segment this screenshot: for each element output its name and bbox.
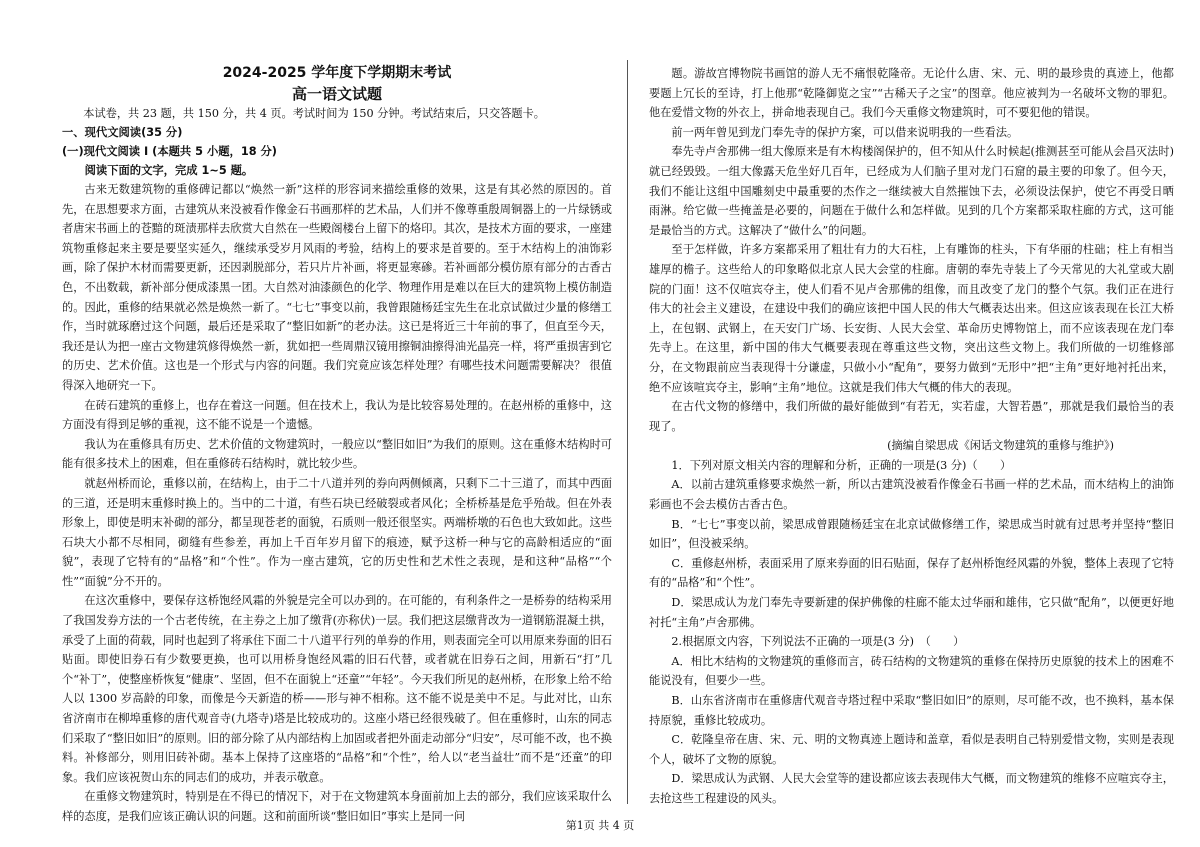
question-option: A．相比木结构的文物建筑的重修而言，砖石结构的文物建筑的重修在保持历史原貌的技术上的困难不能说没有，但要少一些。 (649, 654, 1174, 688)
article-paragraph: 题。游故宫博物院书画馆的游人无不痛恨乾隆帝。无论什么唐、宋、元、明的最珍贵的真迹上，他都要题上冗长的至诗，打上他那“乾隆御览之宝”“古稀天子之宝”的图章。他应被判为一名破坏文物的罪犯。他在爱惜文物的外衣上，拼命地表现自己。我们今天重修文物建筑时，可不要犯他的错误。 (649, 67, 1174, 120)
article-paragraph: 在古代文物的修缮中，我们所做的最好能做到“有若无，实若虚，大智若愚”，那就是我们最恰当的表现了。 (649, 400, 1174, 433)
article-source: (摘编自梁思成《闲话文物建筑的重修与维护》) (887, 439, 1114, 453)
question-option: C．重修赵州桥，表面采用了原来券面的旧石贴面，保存了赵州桥饱经风霜的外貌，整体上表现了它特有的“品格”和“个性”。 (649, 556, 1174, 590)
article-paragraph: 就赵州桥而论，重修以前，在结构上，由于二十八道并列的券向两侧倾离，只剩下二十三道了，而其中西面的三道，还是明末重修时换上的。当中的二十道，有些石块已经破裂或者风化；全桥桥基是危乎殆哉。但在外表形象上，即使是明末补砌的部分，都呈现苍老的面貌，石质则一般还很坚实。两端桥墩的石色也大致如此。这些石块大小都不尽相同，砌缝有些参差，再加上千百年岁月留下的痕迹，赋予这桥一种与它的高龄相适应的“面貌”，表现了它特有的“品格”和“个性”。作为一座古建筑，它的历史性和艺术性之表现，是和这种“品格”“个性”“面貌”分不开的。 (62, 476, 612, 588)
article-paragraph: 在重修文物建筑时，特别是在不得已的情况下，对于在文物建筑本身面前加上去的部分，我们应该采取什么样的态度，是我们应该正确认识的问题。这和前面所谈“整旧如旧”事实上是同一问 (62, 790, 612, 823)
article-paragraph: 在砖石建筑的重修上，也存在着这一问题。但在技术上，我认为是比较容易处理的。在赵州桥的重修中，这方面没有得到足够的重视，这不能不说是一个遗憾。 (62, 398, 612, 432)
question-stem: 2.根据原文内容，下列说法不正确的一项是(3 分) （ ） (671, 635, 965, 649)
subsection-heading: (一)现代文阅读 I (本题共 5 小题，18 分) (62, 145, 277, 158)
reading-instruction: 阅读下面的文字，完成 1~5 题。 (84, 164, 254, 177)
article-paragraph: 古来无数建筑物的重修碑记都以“焕然一新”这样的形容词来描绘重修的效果，这是有其必然的原因的。首先，在思想要求方面，古建筑从来没被看作像金石书画那样的艺术品，人们并不像尊重殷周铜器上的一片绿锈或者唐宋书画上的苍黯的斑渍那样去欣赏大自然在一些殿阁楼台上留下的烙印。其次，是技术方面的要求，一座建筑物重修起来主要是要坚实延久，继续承受岁月风雨的考验，结构上的要求是首要的。至于木结构上的油饰彩画，除了保护木材而需要更新，还因剥脱部分，若只片片补画，将更显寒碜。若补画部分模仿原有部分的古香古色，不出数载，新补部分便成漆黑一团。大自然对油漆颜色的化学、物理作用是难以在巨大的建筑物上模仿制造的。因此，重修的结果就必然是焕然一新了。“七七”事变以前，我曾跟随杨廷宝先生在北京试做过少量的修缮工作，当时就琢磨过这个问题，最后还是采取了“整旧如新”的老办法。这已是将近三十年前的事了，但直至今天，我还是认为把一座古文物建筑修得焕然一新，犹如把一些周鼎汉镜用擦铜油擦得油光晶亮一样，将严重损害到它的历史、艺术价值。这也是一个形式与内容的问题。我们究竟应该怎样处理？有哪些技术问题需要解决？ 很值得深入地研究一下。 (62, 183, 612, 392)
exam-title: 2024-2025 学年度下学期期末考试 (222, 65, 452, 81)
article-paragraph: 至于怎样做，许多方案都采用了粗壮有力的大石柱，上有雕饰的柱头，下有华丽的柱础；柱上有相当雄厚的檐子。这些给人的印象略似北京人民大会堂的柱廊。唐朝的奉先寺装上了今天常见的大礼堂或大剧院的门面！这不仅喧宾夺主，使人们看不见卢舍那佛的组像，而且改变了龙门的整个气氛。我们正在进行伟大的社会主义建设，在建设中我们的确应该把中国人民的伟大气概表达出来。但这应该表现在长江大桥上，在包钢、武钢上，在天安门广场、长安街、人民大会堂、革命历史博物馆上，而不应该表现在龙门奉先寺上。在这里，新中国的伟大气概要表现在尊重这些文物，突出这些文物上。我们所做的一切维修部分，在文物跟前应当表现得十分谦虚，只做小小“配角”，要努力做到“无形中”把“主角”更好地衬托出来，绝不应该喧宾夺主，影响“主角”地位。这就是我们伟大气概的伟大的表现。 (649, 243, 1174, 394)
article-paragraph: 前一两年曾见到龙门奉先寺的保护方案，可以借来说明我的一些看法。 (671, 125, 1019, 139)
question-option: A．以前古建筑重修要求焕然一新，所以古建筑没被看作像金石书画一样的艺术品，而木结构上的油饰彩画也不会去模仿古香古色。 (649, 478, 1174, 512)
right-column (649, 64, 1174, 809)
question-option: B．“七七”事变以前，梁思成曾跟随杨廷宝在北京试做修缮工作，梁思成当时就有过思考并坚持“整旧如旧”，但没被采纳。 (649, 517, 1174, 551)
question-option: D．梁思成认为龙门奉先寺要新建的保护佛像的柱廊不能太过华丽和雄伟，它只做“配角”，以便更好地衬托“主角”卢舍那佛。 (649, 596, 1174, 629)
question-option: B．山东省济南市在重修唐代观音寺塔过程中采取“整旧如旧”的原则，尽可能不改，也不换料，基本保持原貌，重修比较成功。 (649, 694, 1174, 727)
section-heading: 一、现代文阅读(35 分) (62, 126, 183, 139)
left-column (62, 64, 612, 827)
exam-subtitle: 高一语文试题 (291, 85, 382, 103)
page-number: 第1页 共 4 页 (565, 819, 635, 832)
article-paragraph: 我认为在重修具有历史、艺术价值的文物建筑时，一般应以“整旧如旧”为我们的原则。这在重修木结构时可能有很多技术上的困难，但在重修砖石结构时，就比较少些。 (62, 437, 612, 471)
question-option: D．梁思成认为武钢、人民大会堂等的建设都应该去表现伟大气概，而文物建筑的维修不应喧宾夺主，去抢这些工程建设的风头。 (649, 772, 1174, 805)
question-stem: 1．下列对原文相关内容的理解和分析，正确的一项是(3 分)（ ） (671, 458, 1012, 472)
exam-intro: 本试卷，共 23 题，共 150 分，共 4 页。考试时间为 150 分钟。考试结束后，只交答题卡。 (83, 107, 545, 120)
article-paragraph: 奉先寺卢舍那佛一组大像原来是有木构楼阁保护的，但不知从什么时候起(推测甚至可能从会昌灭法时)就已经毁毁。一组大像露天危坐好几百年，已经成为人们脑子里对龙门石窟的最主要的印象了。但今天，我们不能让这组中国雕刻史中最重要的杰作之一继续被大自然摧蚀下去，必须设法保护，使它不再受日晒雨淋。给它做一些掩盖是必要的，问题在于做什么和怎样做。见到的几个方案都采取柱廊的方式，这可能是最恰当的方式。这解决了“做什么”的问题。 (649, 145, 1174, 237)
column-divider (627, 60, 628, 804)
question-option: C．乾隆皇帝在唐、宋、元、明的文物真迹上题诗和盖章，看似是表明自己特别爱惜文物，实则是表现个人，破坏了文物的原貌。 (649, 733, 1174, 766)
article-paragraph: 在这次重修中，要保存这桥饱经风霜的外貌是完全可以办到的。在可能的，有利条件之一是桥券的结构采用了我国发券方法的一个古老传统，在主券之上加了缴背(亦称伏)一层。我们把这层缴背改为一道钢筋混凝土拱，承受了上面的荷载，同时也起到了将承住下面二十八道平行列的单券的作用，则表面完全可以用原来券面的旧石贴面。即使旧券石有少数要更换，也可以用桥身饱经风霜的旧石代替，或者就在旧券石之间，用新石“打”几个“补丁”，使整座桥恢复“健康”、坚固，但不在面貌上“还童”“年轻”。今天我们所见的赵州桥，在形象上给不给人以 1300 岁高龄的印象，而像是今天新造的桥——形与神不相称。这不能不说是美中不足。与此对比，山东省济南市在柳埠重修的唐代观音寺(九塔寺)塔是比较成功的。这座小塔已经很残破了。但在重修时，山东的同志们采取了“整旧如旧”的原则。旧的部分除了从内部结构上加固或者把外面走动部分“归安”，尽可能不改，也不换料。补修部分，则用旧砖补砌。基本上保持了这座塔的“品格”和“个性”，给人以“老当益壮”而不是“还童”的印象。我们应该祝贺山东的同志们的成功，并表示敬意。 (62, 594, 612, 784)
